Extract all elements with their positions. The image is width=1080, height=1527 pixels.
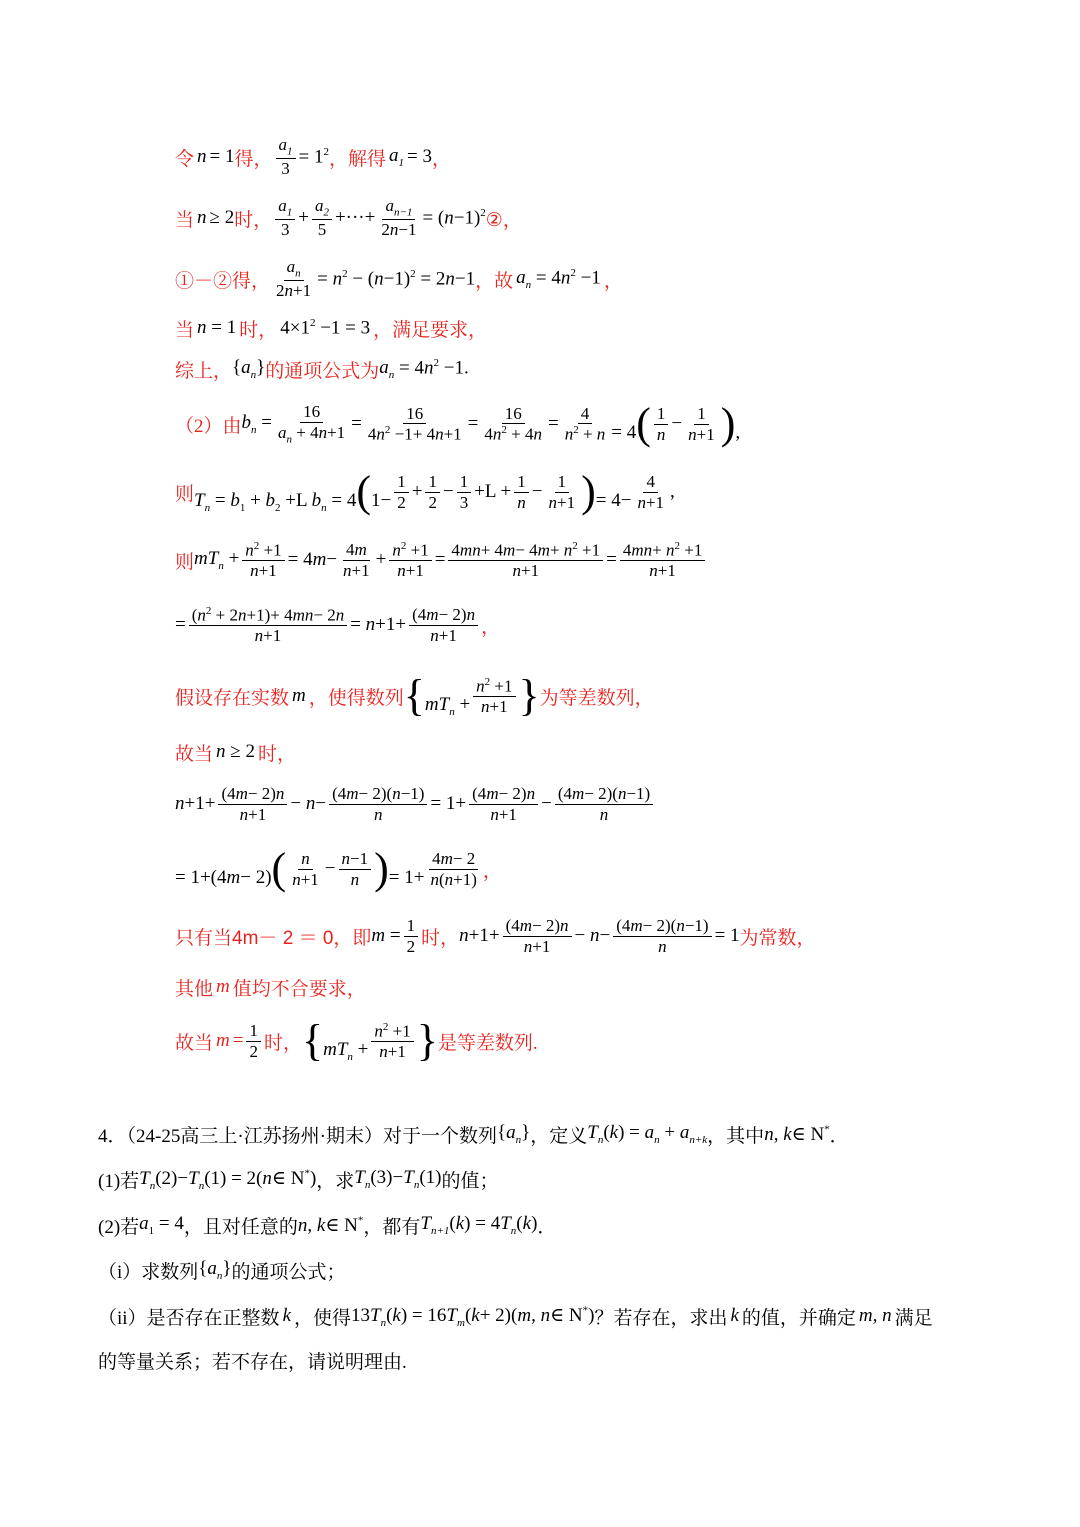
text: ？若存在，求出 — [594, 1307, 728, 1329]
math: n, k∈ N* — [764, 1123, 830, 1145]
text: ②， — [485, 209, 522, 231]
math: = $1^2$ — [298, 145, 329, 168]
math: n+1+ — [175, 793, 216, 814]
fraction: $\frac{16}{4n^2 -1+ 4n+1}$ — [367, 403, 462, 444]
math: m, n — [858, 1305, 892, 1326]
fraction: $\frac{16}{4n^2 + 4n}$ — [484, 403, 542, 444]
text: 时， — [234, 209, 273, 231]
math: − — [324, 858, 336, 879]
fraction: $\frac{(4m- 2)(n-1)}{n}$ — [329, 784, 427, 824]
text: 得， — [234, 148, 273, 170]
fraction: $\frac{(4m- 2)n}{n+1}$ — [218, 784, 287, 824]
text: ，且对任意的 — [183, 1216, 298, 1238]
math: $\{a_n\}$ — [232, 357, 266, 381]
math: n, k∈ N* — [297, 1214, 364, 1236]
fraction: $\frac{a_2}{5}$ — [312, 196, 332, 240]
fraction: $\frac{1}{2}$ — [425, 472, 440, 512]
math: n+1+ — [459, 925, 500, 946]
math: + — [375, 549, 387, 570]
problem-line-3 — [98, 1210, 556, 1240]
solution-line-6 — [175, 400, 740, 448]
math: ， — [482, 860, 502, 882]
text: （2）由 — [175, 415, 242, 437]
math: + — [411, 481, 423, 502]
math: − — [531, 481, 543, 502]
math: − — [671, 413, 683, 434]
math: $4\times 1^2 -1 = 3$ — [280, 316, 371, 339]
text: 是等差数列. — [437, 1032, 538, 1054]
fraction: $\frac{1}{3}$ — [457, 472, 472, 512]
fraction: $\frac{1}{n}$ — [514, 472, 529, 512]
math: $T_n(3)-T_n(1)$ — [354, 1167, 442, 1191]
math: − — [442, 481, 454, 502]
math: ≥ 2 — [209, 207, 235, 228]
math: = — [232, 1030, 244, 1051]
text: 4．（24-25高三上·江苏扬州·期末）对于一个数列 — [98, 1125, 497, 1147]
solution-line-2 — [175, 194, 522, 242]
text: ，都有 — [363, 1216, 421, 1238]
math: {$mT_n$ + — [403, 671, 471, 720]
math: )= 1+ — [374, 844, 425, 893]
fraction: $\frac{n^2 +1}{n+1}$ — [242, 540, 284, 581]
fraction: $\frac{(4m- 2)(n-1)}{n}$ — [555, 784, 653, 824]
fraction: $\frac{a_1}{3}$ — [275, 196, 295, 240]
math: n — [197, 207, 207, 228]
math: $mT_n$ + — [194, 548, 240, 572]
fraction: $\frac{a_1}{3}$ — [276, 135, 296, 179]
fraction: $\frac{(4m- 2)n}{n+1}$ — [469, 784, 538, 824]
text: (1)若 — [98, 1170, 140, 1192]
text: 时， — [421, 927, 460, 949]
problem-line-4 — [98, 1255, 346, 1285]
text: 只有当 — [175, 927, 233, 949]
math: {$mT_n$ + — [301, 1016, 369, 1065]
math: k — [730, 1305, 739, 1326]
math: $T_n = b_1 + b_2 +L$ $b_n = 4(1-$ — [194, 467, 392, 516]
fraction: $\frac{1}{2}$ — [246, 1021, 261, 1061]
math: $a_n = 4n^2 -1$ — [516, 266, 601, 292]
text: 时， — [257, 743, 296, 765]
fraction: $\frac{1}{n+1}$ — [548, 471, 576, 512]
fraction: $\frac{n}{n+1}$ — [292, 848, 319, 889]
math: )= 4− — [581, 467, 632, 516]
problem-line-1 — [98, 1119, 849, 1149]
math: − n− — [574, 925, 611, 946]
fraction: $\frac{1}{2}$ — [394, 472, 409, 512]
solution-line-11 — [175, 738, 296, 766]
math: = 1 — [714, 925, 740, 946]
fraction: $\frac{1}{n}$ — [654, 404, 669, 444]
fraction: $\frac{4mn+ 4m- 4m+ n^2 +1}{n+1}$ — [448, 540, 603, 581]
math: $a_1 = 4$ — [139, 1213, 184, 1237]
fraction: $\frac{a_n}{2n+1}$ — [276, 257, 312, 301]
text: ，故 — [475, 270, 514, 292]
text: 为等差数列， — [539, 687, 654, 709]
solution-line-16 — [175, 1015, 538, 1067]
solution-line-9 — [175, 597, 500, 653]
math: n — [197, 146, 207, 167]
math: $a_n = 4n^2 -1$. — [379, 356, 469, 382]
math: $b_n$ = — [241, 412, 272, 436]
text: ，定义 — [530, 1125, 588, 1147]
text: 当 — [175, 209, 195, 231]
math: = — [175, 614, 186, 635]
text: ，求 — [316, 1170, 355, 1192]
text: 的值，并确定 — [741, 1307, 856, 1329]
solution-line-7 — [175, 468, 675, 516]
text: ，解得 — [328, 148, 386, 170]
solution-line-4 — [175, 314, 487, 342]
text: （i）求数列 — [98, 1261, 199, 1283]
math: = $n^2 - (n-1)^2 = 2n-1$ — [317, 267, 476, 290]
math: $T_n(k) = a_n + a_{n+k}$ — [587, 1122, 708, 1146]
math: m — [292, 685, 306, 706]
math: = 1+(4m− 2)( — [175, 844, 287, 893]
math: $13T_n(k) = 16T_m(k+ 2)(m$, n∈ N*) — [351, 1304, 595, 1329]
solution-line-8 — [175, 536, 708, 584]
text: ，使得 — [294, 1307, 352, 1329]
solution-line-15 — [175, 973, 366, 1001]
text: 的值； — [441, 1170, 499, 1192]
fraction: $\frac{a_{n-1}}{2n-1}$ — [381, 196, 417, 240]
text: ，即 — [333, 927, 372, 949]
math: n ≥ 2 — [216, 741, 255, 762]
solution-line-5 — [175, 355, 469, 383]
math: = $(n-1)^2$ — [422, 206, 486, 229]
problem-line-5 — [98, 1300, 933, 1332]
solution-line-13 — [175, 843, 502, 895]
fraction: $\frac{n-1}{n}$ — [339, 849, 372, 889]
text: ． — [537, 1216, 557, 1238]
math: ), — [720, 399, 741, 448]
math: = 4m− — [287, 549, 338, 570]
text: 的等量关系；若不存在，请说明理由. — [98, 1351, 407, 1373]
math: = — [351, 413, 362, 434]
math: = — [606, 549, 617, 570]
math: = 4( — [611, 399, 651, 448]
fraction: $\frac{n^2 +1}{n+1}$ — [389, 540, 431, 581]
text: ，其中 — [707, 1125, 765, 1147]
math: ， — [481, 616, 501, 638]
math: − — [541, 793, 552, 814]
fraction: $\frac{(4m- 2)n}{n+1}$ — [503, 916, 572, 956]
math: = — [547, 413, 559, 434]
fraction: $\frac{4}{n^2 + n}$ — [564, 403, 606, 444]
text: 值均不合要求， — [232, 978, 366, 1000]
text: ． — [829, 1125, 849, 1147]
fraction: $\frac{4m- 2}{n(n+1)}$ — [430, 848, 477, 889]
fraction: $\frac{16}{a_n + 4n+1}$ — [277, 402, 346, 446]
problem-line-2 — [98, 1164, 498, 1194]
solution-line-12 — [175, 776, 656, 832]
math: − n− — [290, 793, 327, 814]
math: = — [467, 413, 479, 434]
fraction: $\frac{(4m- 2)n}{n+1}$ — [409, 605, 478, 645]
text: 假设存在实数 — [175, 687, 290, 709]
text: 故当 — [175, 743, 214, 765]
fraction: $\frac{n^2 +1}{n+1}$ — [473, 676, 515, 717]
math: + — [298, 207, 309, 228]
math: } — [416, 1016, 438, 1065]
math: +L + — [474, 481, 512, 502]
math: = 3 — [406, 146, 432, 167]
solution-line-10 — [175, 670, 654, 722]
text: 其他 — [175, 978, 214, 1000]
math: m — [216, 976, 230, 997]
math: k — [282, 1305, 291, 1326]
text: ，满足要求， — [373, 319, 488, 341]
text: ①－②得， — [175, 270, 271, 292]
text: 的通项公式； — [231, 1261, 346, 1283]
math: } — [518, 671, 540, 720]
fraction: $\frac{n^2 +1}{n+1}$ — [371, 1021, 413, 1062]
text: 时， — [263, 1032, 302, 1054]
fraction: $\frac{4}{n+1}$ — [637, 471, 665, 512]
math: m — [216, 1030, 230, 1051]
text: 满足 — [894, 1307, 933, 1329]
text: 时， — [239, 319, 278, 341]
text: ，使得数列 — [308, 687, 404, 709]
fraction: $\frac{(4m- 2)(n-1)}{n}$ — [613, 916, 711, 956]
math: $\{a_n\}$ — [496, 1122, 531, 1146]
math: $T_n(2)-T_n(1)$ = 2(n∈ N*) — [139, 1167, 317, 1192]
text: ， — [431, 148, 451, 170]
text: ， — [603, 270, 623, 292]
text: (2)若 — [98, 1216, 140, 1238]
math: , — [670, 481, 675, 502]
fraction: $\frac{1}{2}$ — [404, 916, 419, 956]
text: 综上， — [175, 360, 233, 382]
fraction: $\frac{(n^2 + 2n+1)+ 4mn- 2n}{n+1}$ — [189, 605, 347, 646]
text: 为常数， — [739, 927, 816, 949]
solution-line-14 — [175, 910, 816, 962]
math: n = 1 — [197, 317, 237, 338]
text: 4m－ 2 ＝ 0 — [232, 927, 334, 949]
text: 则 — [175, 551, 195, 573]
text: 的通项公式为 — [265, 360, 380, 382]
math: = 1 — [209, 146, 235, 167]
fraction: $\frac{4mn+ n^2 +1}{n+1}$ — [620, 540, 705, 581]
math: $a_1$ — [388, 145, 404, 169]
text: （ii）是否存在正整数 — [98, 1307, 280, 1329]
text: 故当 — [175, 1032, 214, 1054]
fraction: $\frac{4m}{n+1}$ — [343, 539, 370, 580]
solution-line-3 — [175, 255, 623, 303]
text: 则 — [175, 483, 195, 505]
math: $T_{n+1}(k) = 4T_n(k)$ — [420, 1213, 538, 1237]
text: 令 — [175, 148, 195, 170]
fraction: $\frac{1}{n+1}$ — [688, 403, 715, 444]
math: $\{a_n\}$ — [198, 1258, 232, 1282]
solution-line-1 — [175, 133, 451, 181]
math: = 1+ — [430, 793, 467, 814]
text: 当 — [175, 319, 195, 341]
math: m = — [371, 925, 401, 946]
problem-line-6 — [98, 1345, 407, 1375]
math: = n+1+ — [350, 614, 407, 635]
math: +···+ — [334, 207, 376, 228]
math: = — [434, 549, 446, 570]
